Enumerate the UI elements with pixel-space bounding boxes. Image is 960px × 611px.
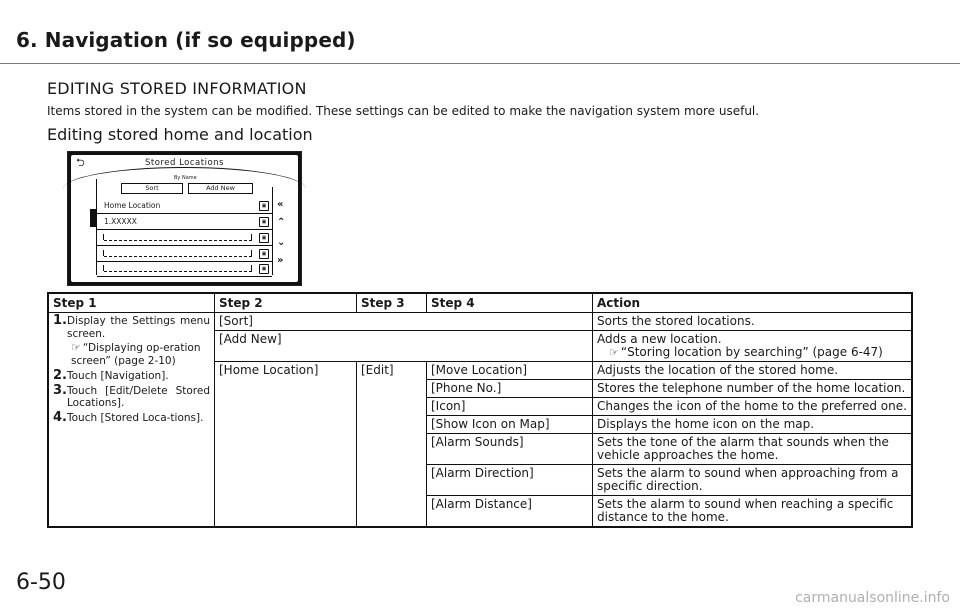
table-header-row	[48, 293, 912, 313]
step4-cell: [Icon]	[427, 398, 593, 416]
reference-text: “Storing location by searching” (page 6-47)	[620, 345, 883, 359]
reference	[597, 346, 907, 359]
step-number: 1.	[53, 313, 67, 328]
action-cell: Stores the telephone number of the home location.	[593, 380, 913, 398]
info-icon: ▣	[259, 233, 269, 243]
step-item	[53, 382, 210, 410]
empty-slot-line	[104, 256, 252, 257]
selection-indicator	[90, 209, 96, 227]
step3-cell: [Edit]	[357, 362, 427, 528]
step4-cell: [Alarm Direction]	[427, 465, 593, 496]
page-down-icon: »	[277, 255, 284, 266]
step4-cell: [Alarm Distance]	[427, 496, 593, 528]
empty-slot-line	[104, 271, 252, 272]
page-up-icon: «	[277, 199, 284, 210]
reference-text: “Displaying op-eration screen” (page 2-10)	[71, 342, 201, 367]
step-item	[53, 370, 210, 383]
action-cell: Adjusts the location of the stored home.	[593, 362, 913, 380]
list-border-right	[272, 187, 273, 275]
step-number: 4.	[53, 409, 67, 425]
chapter-title: 6. Navigation (if so equipped)	[16, 28, 356, 52]
info-icon: ▣	[259, 217, 269, 227]
step-text: Display the Settings menu screen.	[67, 315, 210, 340]
step-item	[53, 409, 210, 425]
list-item-stored-location	[97, 214, 272, 230]
action-cell	[593, 331, 913, 362]
screen-title: Stored Locations	[145, 158, 224, 168]
empty-slot-bracket	[251, 234, 252, 240]
pointing-hand-icon: ☞	[71, 341, 81, 354]
screen-arc-divider	[63, 167, 306, 198]
list-item-empty	[97, 261, 272, 277]
list-item-empty	[97, 246, 272, 262]
scroll-up-icon: ⌃	[277, 217, 286, 228]
step4-cell: [Show Icon on Map]	[427, 416, 593, 434]
pointing-hand-icon: ☞	[609, 346, 619, 359]
stored-locations-screen-illustration	[67, 151, 302, 286]
screen-display	[71, 155, 298, 282]
back-arrow-icon: ⮌	[76, 156, 85, 169]
page-number: 6-50	[16, 570, 66, 595]
action-cell: Changes the icon of the home to the preferred one.	[593, 398, 913, 416]
sort-mode-label: By Name	[174, 175, 197, 181]
action-text: Adds a new location.	[597, 332, 722, 346]
info-icon: ▣	[259, 249, 269, 259]
action-cell: Sets the tone of the alarm that sounds when the vehicle approaches the home.	[593, 434, 913, 465]
table-row	[48, 313, 912, 331]
list-item-label: 1.XXXXX	[104, 217, 137, 226]
info-icon: ▣	[259, 201, 269, 211]
steps-table	[47, 292, 913, 528]
column-header: Step 4	[427, 293, 593, 313]
sort-button: Sort	[121, 183, 183, 194]
step4-cell: [Alarm Sounds]	[427, 434, 593, 465]
step4-cell: [Move Location]	[427, 362, 593, 380]
action-cell: Displays the home icon on the map.	[593, 416, 913, 434]
action-cell: Sets the alarm to sound when approaching from a specific direction.	[593, 465, 913, 496]
add-new-button: Add New	[188, 183, 253, 194]
step4-cell: [Phone No.]	[427, 380, 593, 398]
info-icon: ▣	[259, 264, 269, 274]
scroll-down-icon: ⌄	[277, 237, 286, 248]
empty-slot-bracket	[251, 250, 252, 256]
step2-cell: [Sort]	[215, 313, 593, 331]
step1-cell	[48, 313, 215, 528]
list-item-home-location	[97, 198, 272, 214]
section-intro: Items stored in the system can be modified. These settings can be edited to make the navigation system more useful.	[47, 104, 760, 118]
step2-cell: [Home Location]	[215, 362, 357, 528]
action-cell: Sets the alarm to sound when reaching a specific distance to the home.	[593, 496, 913, 528]
empty-slot-line	[104, 240, 252, 241]
column-header: Step 3	[357, 293, 427, 313]
column-header: Action	[593, 293, 913, 313]
column-header: Step 2	[215, 293, 357, 313]
step-number: 2.	[53, 368, 67, 383]
list-item-label: Home Location	[104, 201, 161, 210]
step-text: Touch [Edit/Delete Stored Locations].	[67, 384, 210, 409]
column-header: Step 1	[48, 293, 215, 313]
step-number: 3.	[53, 382, 67, 398]
step-item	[53, 315, 210, 340]
subsection-title: Editing stored home and location	[47, 125, 313, 144]
step2-cell: [Add New]	[215, 331, 593, 362]
empty-slot-bracket	[251, 265, 252, 271]
list-item-empty	[97, 230, 272, 246]
step-text: Touch [Stored Loca-tions].	[67, 411, 204, 424]
step-text: Touch [Navigation].	[67, 370, 169, 382]
section-title: EDITING STORED INFORMATION	[47, 79, 307, 98]
action-cell: Sorts the stored locations.	[593, 313, 913, 331]
header-divider	[0, 63, 960, 64]
footer-watermark: carmanualsonline.info	[795, 590, 950, 606]
reference	[53, 342, 210, 367]
